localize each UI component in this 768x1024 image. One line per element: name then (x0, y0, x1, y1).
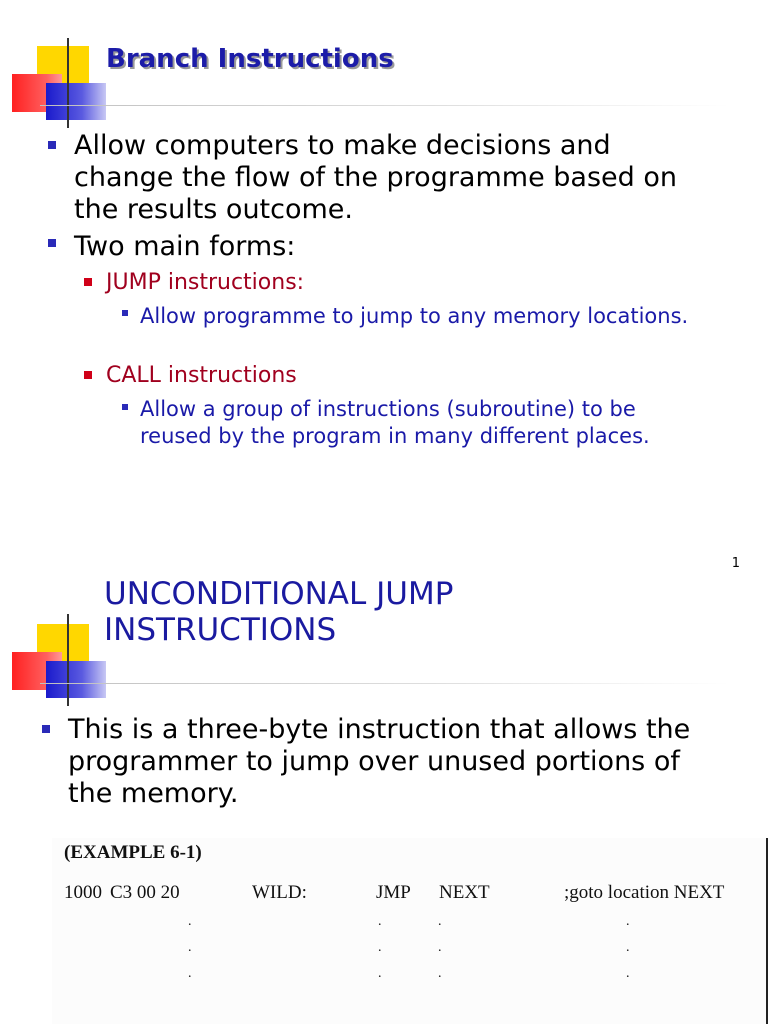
sub-bullet-marker (84, 278, 92, 286)
sub-bullet-text: JUMP instructions: (106, 270, 305, 295)
sub-sub-bullet-marker (122, 310, 128, 316)
continuation-dot: . (378, 914, 382, 929)
continuation-dot: . (378, 966, 382, 981)
sub-bullet-text: CALL instructions (106, 363, 297, 388)
continuation-dot: . (378, 940, 382, 955)
decor-title-rule (40, 105, 730, 106)
sub-sub-bullet-text: Allow a group of instructions (subroutine) to be reused by the program in many different places. (140, 397, 650, 448)
example-title: (EXAMPLE 6-1) (64, 842, 202, 863)
decor-blue-bar (46, 661, 106, 698)
example-label: WILD: (252, 882, 307, 903)
bullet-text: This is a three-byte instruction that allows the programmer to jump over unused portions of the memory. (68, 714, 691, 809)
bullet-marker (48, 141, 56, 149)
example-comment: ;goto location NEXT (564, 882, 725, 903)
continuation-dot: . (626, 966, 630, 981)
continuation-dot: . (188, 966, 192, 981)
bullet-marker (48, 239, 56, 247)
sub-sub-bullet-text: Allow programme to jump to any memory locations. (140, 304, 689, 328)
continuation-dot: . (626, 914, 630, 929)
example-scan (52, 838, 768, 1024)
example-opcode: JMP (376, 882, 411, 903)
slide-title: Branch Instructions (106, 44, 394, 74)
continuation-dot: . (438, 966, 442, 981)
decor-vertical-line (67, 38, 69, 128)
continuation-dot: . (188, 940, 192, 955)
bullet-text: Allow computers to make decisions and change the flow of the programme based on the results outcome. (74, 130, 677, 225)
decor-vertical-line (67, 614, 69, 706)
sub-bullet-marker (84, 371, 92, 379)
decor-blue-bar (46, 83, 106, 120)
continuation-dot: . (188, 914, 192, 929)
page-number: 1 (731, 556, 740, 571)
slide-unconditional-jump (0, 576, 768, 1024)
slide-title: UNCONDITIONAL JUMP INSTRUCTIONS (104, 576, 454, 648)
sub-sub-bullet-marker (122, 404, 128, 410)
example-address: 1000 (64, 882, 102, 903)
continuation-dot: . (626, 940, 630, 955)
continuation-dot: . (438, 940, 442, 955)
decor-title-rule (40, 683, 730, 684)
example-machine-code: C3 00 20 (110, 882, 180, 903)
bullet-text: Two main forms: (74, 231, 296, 262)
bullet-marker (42, 725, 50, 733)
example-operand: NEXT (439, 882, 490, 903)
continuation-dot: . (438, 914, 442, 929)
